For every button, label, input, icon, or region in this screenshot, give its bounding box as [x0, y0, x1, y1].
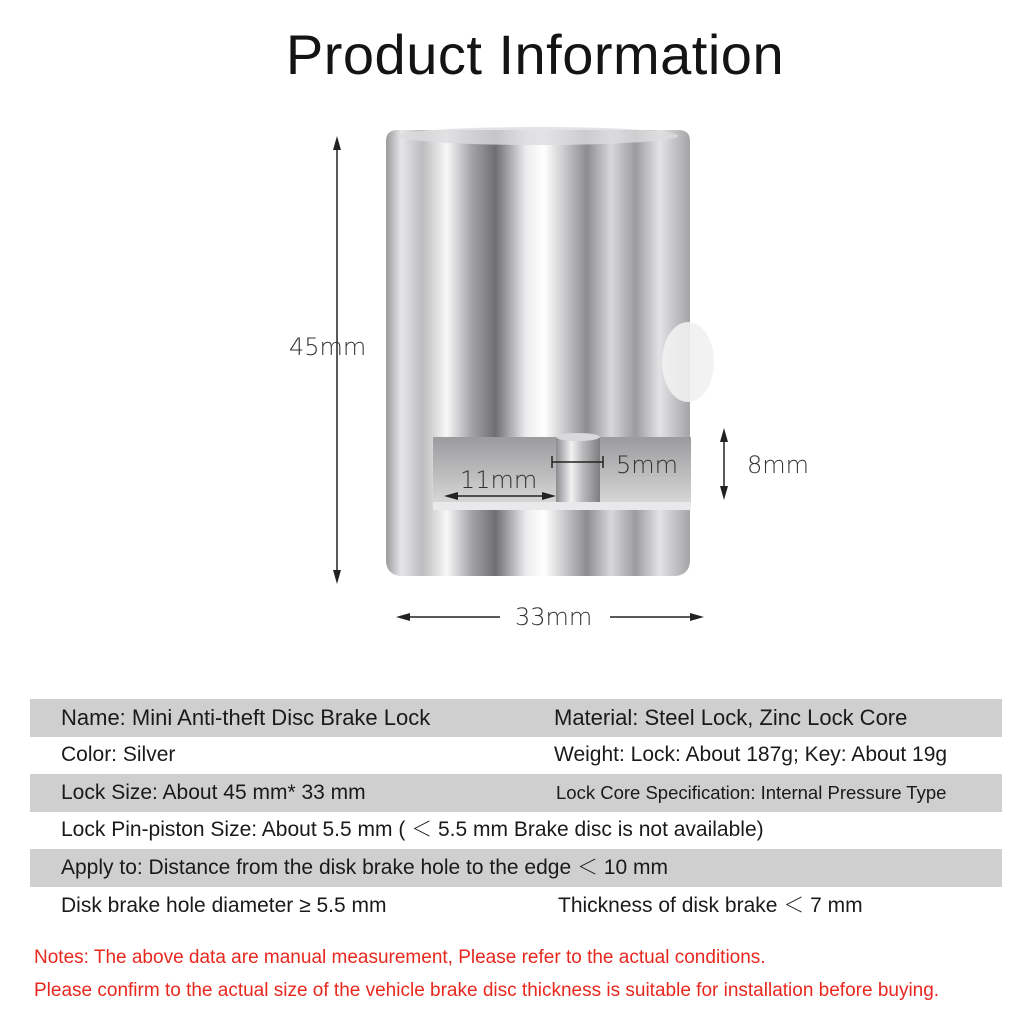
note-line: Please confirm to the actual size of the vehicle brake disc thickness is suitable for installation before buying.	[34, 980, 940, 1001]
spec-row	[30, 887, 1002, 925]
spec-name: Name: Mini Anti-theft Disc Brake Lock	[61, 705, 431, 730]
note-line: Notes: The above data are manual measurement, Please refer to the actual conditions.	[34, 947, 766, 968]
spec-apply-to: Apply to: Distance from the disk brake hole to the edge ＜ 10 mm	[61, 856, 668, 879]
spec-hole-diameter: Disk brake hole diameter ≥ 5.5 mm	[61, 894, 387, 917]
height-dimension-label: 45mm	[289, 333, 367, 361]
spec-weight: Weight: Lock: About 187g; Key: About 19g	[554, 743, 948, 766]
spec-color: Color: Silver	[61, 743, 176, 766]
page-title: Product Information	[285, 23, 785, 86]
spec-lock-size: Lock Size: About 45 mm* 33 mm	[61, 781, 366, 804]
spec-row	[30, 699, 1002, 737]
pin-diameter-dimension-label: 5mm	[616, 451, 679, 479]
spec-row	[30, 774, 1002, 812]
spec-lock-core: Lock Core Specification: Internal Pressure Type	[556, 782, 947, 803]
spec-row	[30, 736, 1002, 774]
slot-height-dimension-label: 8mm	[747, 451, 810, 479]
spec-row	[30, 849, 1002, 887]
spec-pin-size: Lock Pin-piston Size: About 5.5 mm ( ＜ 5.5 mm Brake disc is not available)	[61, 818, 764, 841]
spec-disc-thickness: Thickness of disk brake ＜ 7 mm	[558, 894, 863, 917]
spec-row	[30, 811, 1002, 849]
slot-width-dimension-label: 11mm	[460, 466, 538, 494]
lock-body	[386, 127, 714, 576]
width-dimension-label: 33mm	[515, 603, 593, 631]
spec-material: Material: Steel Lock, Zinc Lock Core	[554, 705, 908, 730]
